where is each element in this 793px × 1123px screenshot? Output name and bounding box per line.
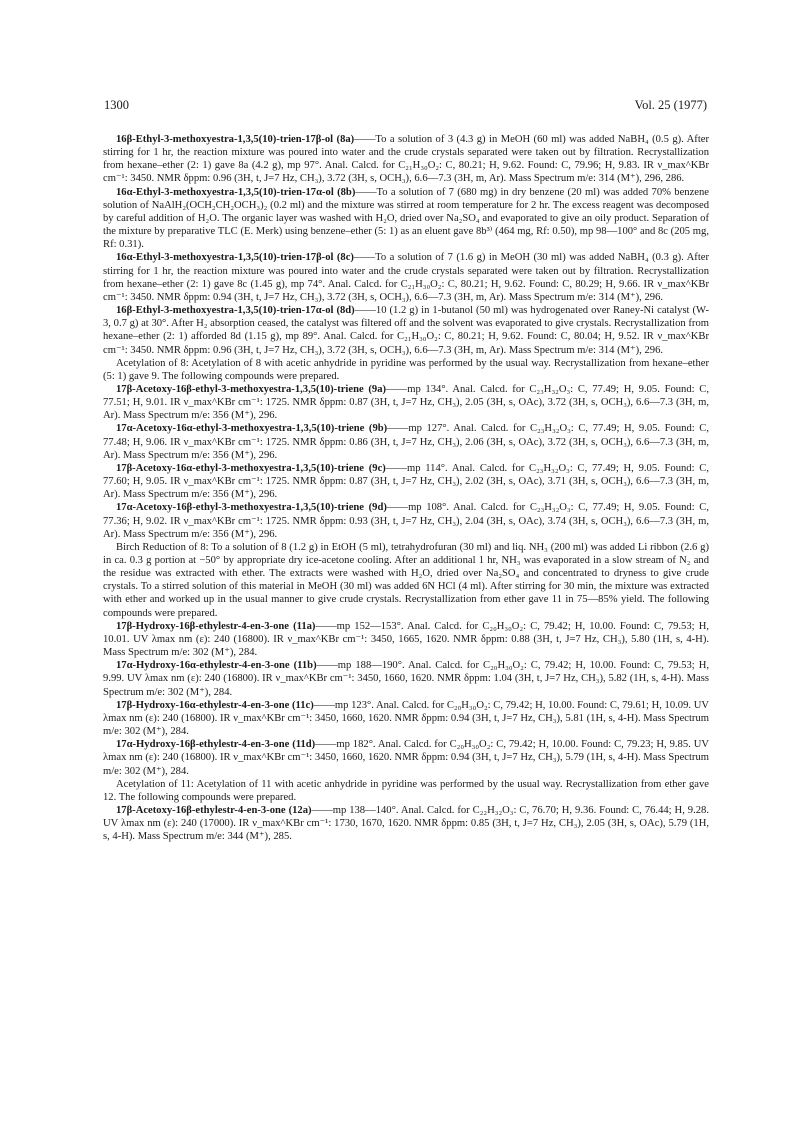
paragraph-text: ——mp 138—140°. Anal. Calcd. for C₂₂H₃₂O₃: C, 76.70; H, 9.36. Found: C, 76.44; H, 9.28. UV λmax nm (ε): 240 (17000). IR ν_max^KBr cm⁻¹: 1730, 1670, 1620. NMR δppm: 0.85 (3H, t, J=7 Hz, CH₃), 2.05 (3H, s, OAc), 5.79 (1H, s, 4-H). Mass Spectrum m/e: 344 (M⁺), 285. <box>103 804 709 843</box>
paragraph-text: ——To a solution of 7 (1.6 g) in MeOH (30 ml) was added NaBH₄ (0.3 g). After stirring for 1 hr, the reaction mixture was poured into water and the crude crystals separated were taken out by filtration. Recrystallization from hexane–ether (2: 1) gave 8c (1.45 g), mp 74°. Anal. Calcd. for C₂₁H₃₀O₂: C, 80.21; H, 9.62. Found: C, 80.29; H, 9.66. IR ν_max^KBr cm⁻¹: 3450. NMR δppm: 0.94 (3H, t, J=7 Hz, CH₃), 3.72 (3H, s, OCH₃), 6.6—7.3 (3H, m, Ar). Mass Spectrum m/e: 314 (M⁺), 296. <box>103 252 710 303</box>
paragraph-text: ——mp 123°. Anal. Calcd. for C₂₀H₃₀O₂: C, 79.42; H, 10.00. Found: C, 79.61; H, 10.09. UV λmax nm (ε): 240 (16800). IR ν_max^KBr cm⁻¹: 3450, 1660, 1620. NMR δppm: 0.94 (3H, t, J=7 Hz, CH₃), 5.81 (1H, s, 4-H). Mass Spectrum m/e: 302 (M⁺), 284. <box>103 699 709 738</box>
paragraph-text: ——mp 182°. Anal. Calcd. for C₂₀H₃₀O₂: C, 79.42; H, 10.00. Found: C, 79.23; H, 9.85. UV λmax nm (ε): 240 (16800). IR ν_max^KBr cm⁻¹: 3450, 1660, 1620. NMR δppm: 0.94 (3H, t, J=7 Hz, CH₃), 5.79 (1H, s, 4-H). Mass Spectrum m/e: 302 (M⁺), 284. <box>103 739 709 777</box>
compound-heading: 16β-Ethyl-3-methoxyestra-1,3,5(10)-trien-17β-ol (8a) <box>116 134 355 145</box>
paragraph <box>103 699 709 738</box>
paragraph <box>103 422 709 461</box>
compound-heading: 17β-Acetoxy-16β-ethylestr-4-en-3-one (12a) <box>116 804 312 816</box>
compound-heading: 17α-Acetoxy-16α-ethyl-3-methoxyestra-1,3,5(10)-triene (9b) <box>116 423 388 435</box>
paragraph-text: ——To a solution of 3 (4.3 g) in MeOH (60 ml) was added NaBH₄ (0.5 g). After stirring for 1 hr, the reaction mixture was poured into water and the crude crystals separated were taken out by filtration. Recrystallization from hexane–ether (2: 1) gave 8a (4.2 g), mp 97°. Anal. Calcd. for C₂₁H₃₀O₂: C, 80.21; H, 9.62. Found: C, 79.96; H, 9.83. IR ν_max^KBr cm⁻¹: 3450. NMR δppm: 0.96 (3H, t, J=7 Hz, CH₃), 3.72 (3H, s, OCH₃), 6.6—7.3 (3H, m, Ar). Mass Spectrum m/e: 314 (M⁺), 296, 286. <box>103 134 709 185</box>
paragraph-text: Acetylation of 8: Acetylation of 8 with acetic anhydride in pyridine was performed by the usual way. Recrystallization from hexane–ether (5: 1) gave 9. The following compounds were prepared. <box>103 357 709 382</box>
paragraph-text: Acetylation of 11: Acetylation of 11 with acetic anhydride in pyridine was performed by the usual way. Recrystallization from ether gave 12. The following compounds were prepared. <box>103 778 709 803</box>
page-number: 1300 <box>104 98 129 112</box>
compound-heading: 17β-Acetoxy-16β-ethyl-3-methoxyestra-1,3,5(10)-triene (9a) <box>116 383 387 395</box>
paragraph <box>103 541 709 620</box>
compound-heading: 17β-Hydroxy-16β-ethylestr-4-en-3-one (11a) <box>116 620 316 632</box>
paragraph <box>103 462 709 501</box>
paragraph <box>103 620 709 659</box>
paragraph <box>103 133 709 186</box>
paragraph <box>103 357 709 383</box>
paragraph <box>103 738 709 777</box>
compound-heading: 16β-Ethyl-3-methoxyestra-1,3,5(10)-trien-17α-ol (8d) <box>116 305 355 317</box>
article-body <box>103 133 709 843</box>
paragraph <box>103 778 709 804</box>
paragraph-text: ——mp 134°. Anal. Calcd. for C₂₃H₃₂O₃: C, 77.49; H, 9.05. Found: C, 77.51; H, 9.01. IR ν_max^KBr cm⁻¹: 1725. NMR δppm: 0.87 (3H, t, J=7 Hz, CH₃), 2.05 (3H, s, OAc), 3.72 (3H, s, OCH₃), 6.6—7.3 (3H, m, Ar). Mass Spectrum m/e: 356 (M⁺), 296. <box>103 383 709 422</box>
paragraph <box>103 659 709 698</box>
paragraph-text: ——mp 108°. Anal. Calcd. for C₂₃H₃₂O₃: C, 77.49; H, 9.05. Found: C, 77.36; H, 9.02. IR ν_max^KBr cm⁻¹: 1725. NMR δppm: 0.93 (3H, t, J=7 Hz, CH₃), 2.04 (3H, s, OAc), 3.74 (3H, s, OCH₃), 6.6—7.3 (3H, m, Ar). Mass Spectrum m/e: 356 (M⁺), 296. <box>103 502 709 540</box>
paragraph-text: Birch Reduction of 8: To a solution of 8 (1.2 g) in EtOH (5 ml), tetrahydrofuran (30 ml) and liq. NH₃ (200 ml) was added Li ribbon (2.6 g) in ca. 0.3 g portion at −50° by appropriate dry ice-acetone cooling. After an additional 1 hr, NH₃ was evaporated in a slow stream of N₂ and the residue was extracted with ether. The extracts were washed with H₂O, dried over Na₂SO₄ and concentrated to dryness to give crude crystals. To a stirred solution of this material in MeOH (30 ml) was added 6N HCl (4 ml). After stirring for 30 min, the mixture was extracted with ether and worked up in the usual manner to give crude crystals. Recrystallization from ether gave 11 in 75—85% yield. The following compounds were prepared. <box>103 541 709 619</box>
paragraph-text: ——To a solution of 7 (680 mg) in dry benzene (20 ml) was added 70% benzene solution of NaAlH₂(OCH₂CH₂OCH₃)₂ (0.2 ml) and the mixture was stirred at room temperature for 2 hr. The excess reagent was decomposed by careful addition of H₂O. The organic layer was washed with H₂O, dried over Na₂SO₄ and evaporated to give an oily product. Separation of the mixture by preparative TLC (E. Merk) using benzene–ether (5: 1) as an eluent gave 8b³⁾ (464 mg, Rf: 0.50), mp 98—100° and 8c (205 mg, Rf: 0.31). <box>103 186 710 251</box>
compound-heading: 17β-Hydroxy-16α-ethylestr-4-en-3-one (11c) <box>116 699 314 711</box>
compound-heading: 17α-Acetoxy-16β-ethyl-3-methoxyestra-1,3,5(10)-triene (9d) <box>116 502 387 514</box>
paragraph <box>103 186 709 252</box>
paragraph <box>103 251 709 304</box>
page-header <box>104 98 707 116</box>
paragraph-text: ——mp 188—190°. Anal. Calcd. for C₂₀H₃₀O₂: C, 79.42; H, 10.00. Found: C, 79.53; H, 9.99. UV λmax nm (ε): 240 (16800). IR ν_max^KBr cm⁻¹: 3450, 1660, 1620. NMR δppm: 1.04 (3H, t, J=7 Hz, CH₃), 5.82 (1H, s, 4-H). Mass Spectrum m/e: 302 (M⁺), 284. <box>103 660 709 698</box>
compound-heading: 17α-Hydroxy-16α-ethylestr-4-en-3-one (11b) <box>116 660 317 672</box>
volume-label: Vol. 25 (1977) <box>634 98 707 112</box>
paragraph-text: ——10 (1.2 g) in 1-butanol (50 ml) was hydrogenated over Raney-Ni catalyst (W-3, 0.7 g) at 30°. After H₂ absorption ceased, the catalyst was filtered off and the solvent was evaporated to give crystals. Recrystallization from hexane–ether (2: 1) afforded 8d (1.15 g), mp 89°. Anal. Calcd. for C₂₁H₃₀O₂: C, 80.21; H, 9.62. Found: C, 80.04; H, 9.52. IR ν_max^KBr cm⁻¹: 3450. NMR δppm: 0.96 (3H, t, J=7 Hz, CH₃), 3.72 (3H, s, OCH₃), 6.6—7.3 (3H, m, Ar). Mass Spectrum m/e: 314 (M⁺), 296. <box>103 305 709 356</box>
paragraph-text: ——mp 114°. Anal. Calcd. for C₂₃H₃₂O₃: C, 77.49; H, 9.05. Found: C, 77.60; H, 9.05. IR ν_max^KBr cm⁻¹: 1725. NMR δppm: 0.87 (3H, t, J=7 Hz, CH₃), 2.02 (3H, s, OAc), 3.71 (3H, s, OCH₃), 6.6—7.3 (3H, m, Ar). Mass Spectrum m/e: 356 (M⁺), 296. <box>103 462 709 501</box>
compound-heading: 16α-Ethyl-3-methoxyestra-1,3,5(10)-trien-17β-ol (8c) <box>116 252 354 264</box>
compound-heading: 16α-Ethyl-3-methoxyestra-1,3,5(10)-trien-17α-ol (8b) <box>116 186 356 198</box>
paragraph <box>103 304 709 357</box>
paragraph <box>103 804 709 843</box>
compound-heading: 17α-Hydroxy-16β-ethylestr-4-en-3-one (11d) <box>116 739 316 751</box>
paragraph <box>103 383 709 422</box>
paragraph-text: ——mp 152—153°. Anal. Calcd. for C₂₀H₃₀O₂: C, 79.42; H, 10.00. Found: C, 79.53; H, 10.01. UV λmax nm (ε): 240 (16800). IR ν_max^KBr cm⁻¹: 3450, 1665, 1620. NMR δppm: 0.88 (3H, t, J=7 Hz, CH₃), 5.80 (1H, s, 4-H). Mass Spectrum m/e: 302 (M⁺), 284. <box>103 620 709 659</box>
paragraph-text: ——mp 127°. Anal. Calcd. for C₂₃H₃₂O₃: C, 77.49; H, 9.05. Found: C, 77.48; H, 9.06. IR ν_max^KBr cm⁻¹: 1725. NMR δppm: 0.86 (3H, t, J=7 Hz, CH₃), 2.06 (3H, s, OAc), 3.72 (3H, s, OCH₃), 6.6—7.3 (3H, m, Ar). Mass Spectrum m/e: 356 (M⁺), 296. <box>103 423 709 461</box>
compound-heading: 17β-Acetoxy-16α-ethyl-3-methoxyestra-1,3,5(10)-triene (9c) <box>116 462 386 474</box>
paragraph <box>103 501 709 540</box>
